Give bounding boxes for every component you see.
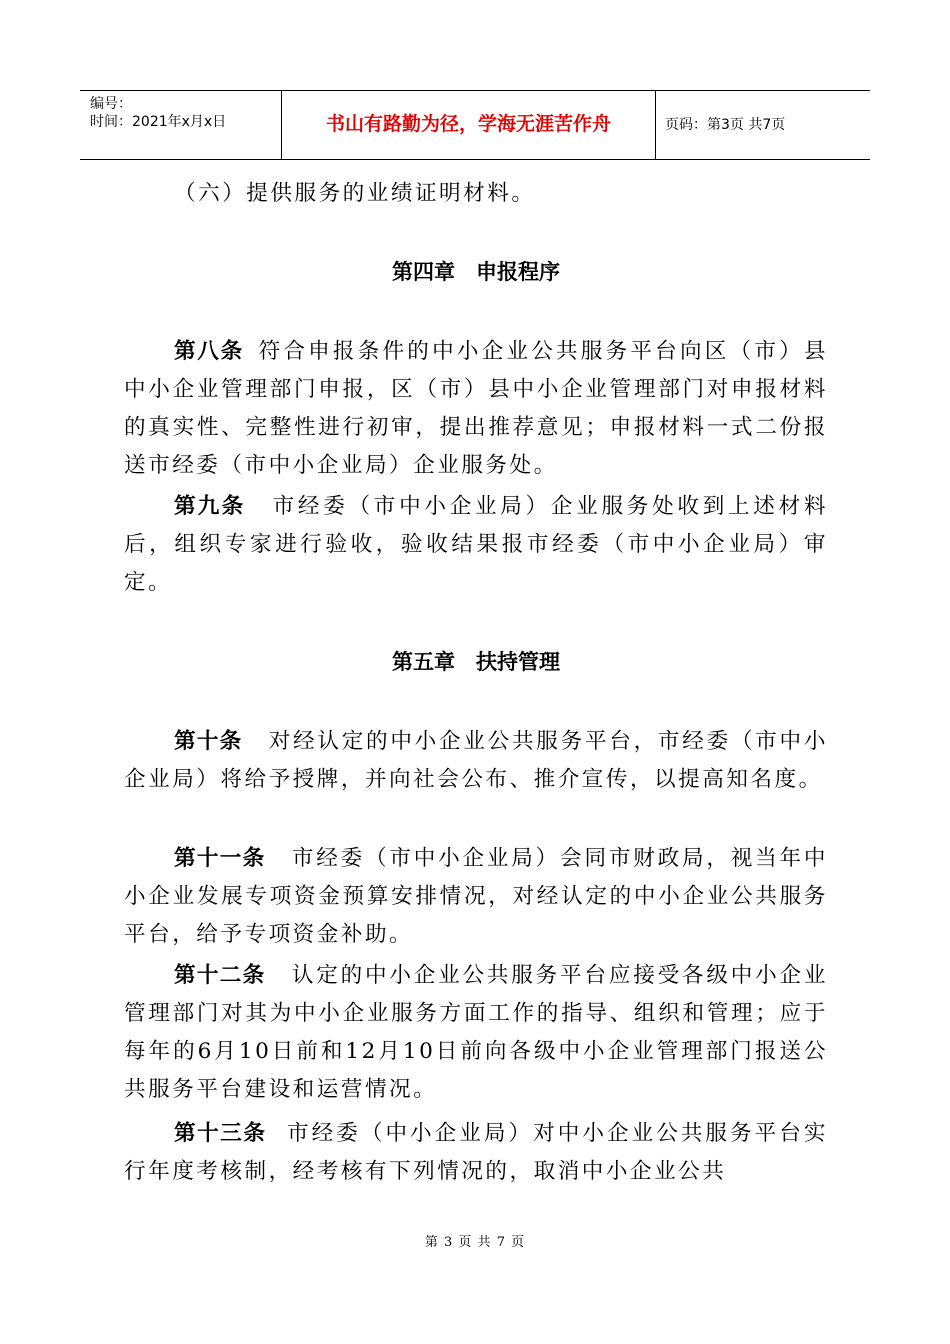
article-12-title: 第十二条 bbox=[174, 963, 266, 988]
document-time-label: 时间：2021年x月x日 bbox=[90, 114, 227, 130]
item-six-text: （六）提供服务的业绩证明材料。 bbox=[174, 181, 536, 206]
page-footer-number: 第 3 页 共 7 页 bbox=[424, 1235, 526, 1250]
article-13-paragraph bbox=[124, 1115, 828, 1191]
article-12-text: 认定的中小企业公共服务平台应接受各级中小企业管理部门对其为中小企业服务方面工作的指导、组织和管理；应于每年的6月10日前和12月10日前向各级中小企业管理部门报送公共服务平台建设和运营情况。 bbox=[124, 963, 828, 1102]
document-number-label: 编号： bbox=[90, 96, 132, 112]
article-13-text: 市经委（中小企业局）对中小企业公共服务平台实行年度考核制，经考核有下列情况的，取消中小企业公共 bbox=[124, 1121, 828, 1184]
article-11-paragraph bbox=[124, 840, 828, 954]
article-10-paragraph bbox=[124, 723, 828, 799]
article-12-paragraph bbox=[124, 957, 828, 1109]
chapter-five-heading: 第五章 扶持管理 bbox=[392, 650, 560, 674]
header-page-info: 页码：第3页 共7页 bbox=[665, 117, 786, 133]
article-9-text: 市经委（市中小企业局）企业服务处收到上述材料后，组织专家进行验收，验收结果报市经委（市中小企业局）审定。 bbox=[124, 494, 828, 595]
article-11-title: 第十一条 bbox=[174, 846, 266, 871]
page-header bbox=[80, 90, 870, 160]
article-9-title: 第九条 bbox=[174, 494, 246, 519]
article-8-paragraph bbox=[124, 333, 828, 485]
article-10-title: 第十条 bbox=[174, 729, 243, 754]
item-six-paragraph bbox=[124, 175, 828, 213]
article-10-text: 对经认定的中小企业公共服务平台，市经委（市中小企业局）将给予授牌，并向社会公布、推介宣传，以提高知名度。 bbox=[124, 729, 828, 792]
header-page-cell bbox=[656, 91, 870, 159]
article-8-text: 符合申报条件的中小企业公共服务平台向区（市）县中小企业管理部门申报，区（市）县中小企业管理部门对申报材料的真实性、完整性进行初审，提出推荐意见；申报材料一式二份报送市经委（市中小企业局）企业服务处。 bbox=[124, 339, 828, 478]
article-8-title: 第八条 bbox=[174, 339, 244, 364]
article-9-paragraph bbox=[124, 488, 828, 602]
header-motto: 书山有路勤为径，学海无涯苦作舟 bbox=[325, 113, 611, 135]
chapter-four-heading: 第四章 申报程序 bbox=[392, 260, 560, 284]
article-13-title: 第十三条 bbox=[174, 1121, 267, 1146]
header-motto-cell bbox=[282, 91, 656, 159]
header-meta-cell bbox=[80, 91, 282, 159]
article-11-text: 市经委（市中小企业局）会同市财政局，视当年中小企业发展专项资金预算安排情况，对经认定的中小企业公共服务平台，给予专项资金补助。 bbox=[124, 846, 828, 947]
